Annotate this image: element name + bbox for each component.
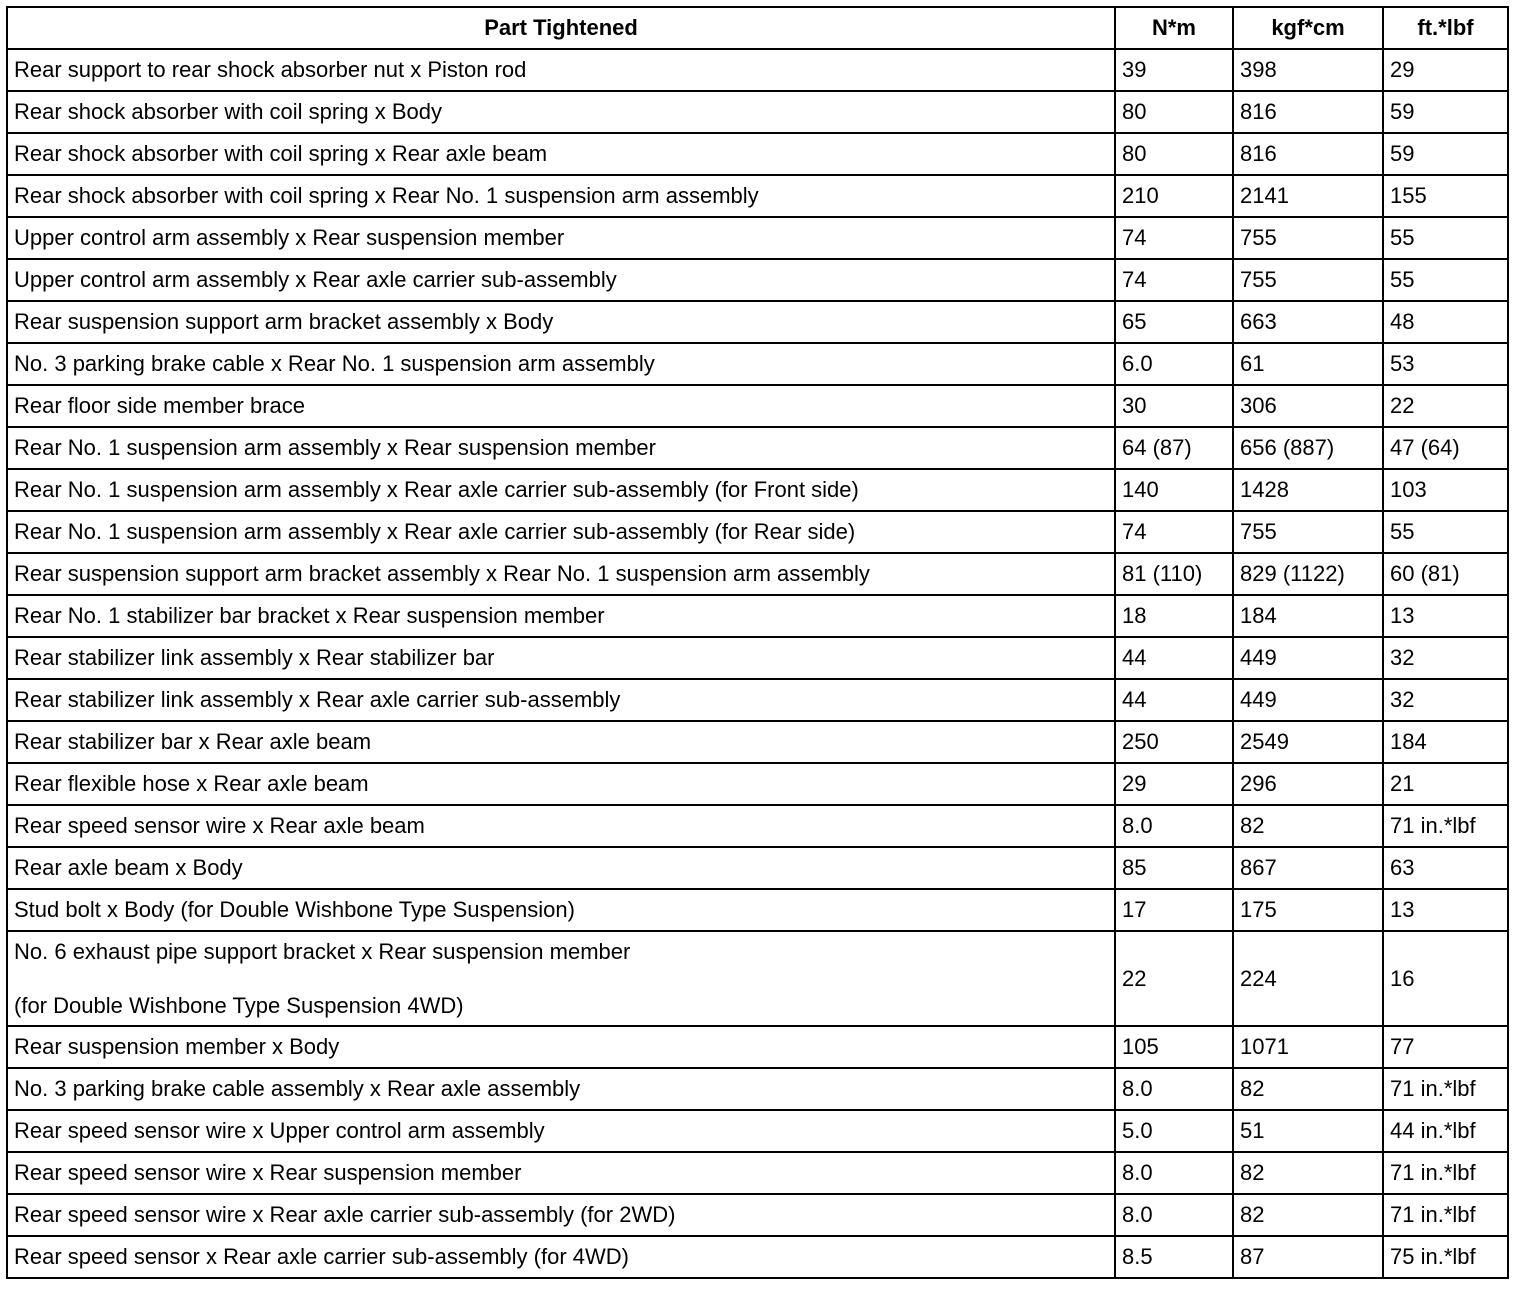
cell-part: Upper control arm assembly x Rear axle carrier sub-assembly	[7, 259, 1115, 301]
cell-kgf: 82	[1233, 805, 1383, 847]
cell-ft: 55	[1383, 259, 1508, 301]
cell-ft: 47 (64)	[1383, 427, 1508, 469]
table-row	[7, 385, 1508, 427]
table-row	[7, 133, 1508, 175]
cell-nm: 81 (110)	[1115, 553, 1233, 595]
table-row	[7, 679, 1508, 721]
cell-kgf: 449	[1233, 637, 1383, 679]
cell-nm: 65	[1115, 301, 1233, 343]
cell-kgf: 175	[1233, 889, 1383, 931]
table-row	[7, 1110, 1508, 1152]
cell-nm: 5.0	[1115, 1110, 1233, 1152]
cell-kgf: 51	[1233, 1110, 1383, 1152]
cell-nm: 8.0	[1115, 1194, 1233, 1236]
cell-ft: 22	[1383, 385, 1508, 427]
cell-ft: 21	[1383, 763, 1508, 805]
cell-ft: 60 (81)	[1383, 553, 1508, 595]
table-row	[7, 511, 1508, 553]
table-row	[7, 217, 1508, 259]
cell-kgf: 82	[1233, 1194, 1383, 1236]
cell-part: Rear speed sensor x Rear axle carrier sub-assembly (for 4WD)	[7, 1236, 1115, 1278]
cell-part: Rear suspension support arm bracket assembly x Body	[7, 301, 1115, 343]
table-row	[7, 595, 1508, 637]
cell-kgf: 2141	[1233, 175, 1383, 217]
table-row	[7, 1026, 1508, 1068]
table-row	[7, 805, 1508, 847]
cell-nm: 210	[1115, 175, 1233, 217]
table-row	[7, 301, 1508, 343]
cell-part-line-1: No. 6 exhaust pipe support bracket x Rear suspension member	[14, 938, 631, 964]
cell-nm: 250	[1115, 721, 1233, 763]
cell-part: Stud bolt x Body (for Double Wishbone Type Suspension)	[7, 889, 1115, 931]
table-row	[7, 1236, 1508, 1278]
cell-kgf: 296	[1233, 763, 1383, 805]
table-row	[7, 427, 1508, 469]
cell-ft: 55	[1383, 217, 1508, 259]
cell-part: Rear shock absorber with coil spring x Rear axle beam	[7, 133, 1115, 175]
cell-kgf: 816	[1233, 133, 1383, 175]
cell-nm: 64 (87)	[1115, 427, 1233, 469]
cell-kgf: 1428	[1233, 469, 1383, 511]
table-row	[7, 1068, 1508, 1110]
cell-ft: 32	[1383, 679, 1508, 721]
cell-part: Rear stabilizer link assembly x Rear axle carrier sub-assembly	[7, 679, 1115, 721]
cell-ft: 29	[1383, 49, 1508, 91]
table-row	[7, 49, 1508, 91]
cell-ft: 155	[1383, 175, 1508, 217]
header-part-tightened: Part Tightened	[7, 7, 1115, 49]
cell-ft: 53	[1383, 343, 1508, 385]
cell-nm: 30	[1115, 385, 1233, 427]
cell-nm: 29	[1115, 763, 1233, 805]
cell-part: Rear shock absorber with coil spring x Body	[7, 91, 1115, 133]
table-row	[7, 91, 1508, 133]
header-nm: N*m	[1115, 7, 1233, 49]
cell-ft: 71 in.*lbf	[1383, 1068, 1508, 1110]
table-row	[7, 847, 1508, 889]
cell-nm: 74	[1115, 259, 1233, 301]
cell-nm: 74	[1115, 217, 1233, 259]
cell-part: Rear axle beam x Body	[7, 847, 1115, 889]
cell-part: Rear suspension member x Body	[7, 1026, 1115, 1068]
cell-nm: 18	[1115, 595, 1233, 637]
cell-kgf: 755	[1233, 259, 1383, 301]
table-row	[7, 931, 1508, 1026]
cell-nm: 8.0	[1115, 1152, 1233, 1194]
cell-ft: 32	[1383, 637, 1508, 679]
cell-part: Rear speed sensor wire x Upper control arm assembly	[7, 1110, 1115, 1152]
cell-part: Rear No. 1 suspension arm assembly x Rear axle carrier sub-assembly (for Rear side)	[7, 511, 1115, 553]
cell-ft: 63	[1383, 847, 1508, 889]
cell-nm: 80	[1115, 91, 1233, 133]
cell-part: Rear suspension support arm bracket assembly x Rear No. 1 suspension arm assembly	[7, 553, 1115, 595]
cell-ft: 184	[1383, 721, 1508, 763]
table-row	[7, 259, 1508, 301]
table-row	[7, 175, 1508, 217]
header-row	[7, 7, 1508, 49]
table-row	[7, 1194, 1508, 1236]
cell-kgf: 224	[1233, 931, 1383, 1026]
cell-nm: 6.0	[1115, 343, 1233, 385]
cell-kgf: 829 (1122)	[1233, 553, 1383, 595]
cell-ft: 44 in.*lbf	[1383, 1110, 1508, 1152]
cell-ft: 13	[1383, 889, 1508, 931]
cell-ft: 77	[1383, 1026, 1508, 1068]
cell-part: Rear speed sensor wire x Rear axle carrier sub-assembly (for 2WD)	[7, 1194, 1115, 1236]
cell-nm: 39	[1115, 49, 1233, 91]
cell-kgf: 1071	[1233, 1026, 1383, 1068]
cell-part: Rear support to rear shock absorber nut x Piston rod	[7, 49, 1115, 91]
table-row	[7, 763, 1508, 805]
cell-ft: 13	[1383, 595, 1508, 637]
cell-part: Rear No. 1 suspension arm assembly x Rear axle carrier sub-assembly (for Front side)	[7, 469, 1115, 511]
cell-nm: 44	[1115, 679, 1233, 721]
cell-kgf: 306	[1233, 385, 1383, 427]
cell-nm: 105	[1115, 1026, 1233, 1068]
cell-nm: 80	[1115, 133, 1233, 175]
cell-part: Rear flexible hose x Rear axle beam	[7, 763, 1115, 805]
cell-ft: 59	[1383, 133, 1508, 175]
cell-kgf: 2549	[1233, 721, 1383, 763]
cell-ft: 75 in.*lbf	[1383, 1236, 1508, 1278]
cell-part-line-2: (for Double Wishbone Type Suspension 4WD)	[14, 992, 464, 1018]
cell-kgf: 82	[1233, 1152, 1383, 1194]
cell-kgf: 449	[1233, 679, 1383, 721]
cell-part: Rear speed sensor wire x Rear axle beam	[7, 805, 1115, 847]
table-row	[7, 1152, 1508, 1194]
cell-kgf: 663	[1233, 301, 1383, 343]
cell-nm: 22	[1115, 931, 1233, 1026]
cell-nm: 74	[1115, 511, 1233, 553]
cell-ft: 48	[1383, 301, 1508, 343]
cell-part	[7, 931, 1115, 1026]
table-row	[7, 553, 1508, 595]
cell-kgf: 87	[1233, 1236, 1383, 1278]
header-ft-lbf: ft.*lbf	[1383, 7, 1508, 49]
cell-ft: 55	[1383, 511, 1508, 553]
cell-nm: 8.0	[1115, 805, 1233, 847]
cell-ft: 16	[1383, 931, 1508, 1026]
cell-part: Rear speed sensor wire x Rear suspension member	[7, 1152, 1115, 1194]
cell-kgf: 82	[1233, 1068, 1383, 1110]
cell-nm: 8.0	[1115, 1068, 1233, 1110]
cell-nm: 44	[1115, 637, 1233, 679]
torque-spec-table	[6, 6, 1509, 1279]
table-row	[7, 469, 1508, 511]
cell-kgf: 184	[1233, 595, 1383, 637]
header-kgf-cm: kgf*cm	[1233, 7, 1383, 49]
table-row	[7, 721, 1508, 763]
cell-part: Rear stabilizer link assembly x Rear stabilizer bar	[7, 637, 1115, 679]
cell-kgf: 755	[1233, 217, 1383, 259]
cell-part: Rear shock absorber with coil spring x Rear No. 1 suspension arm assembly	[7, 175, 1115, 217]
cell-nm: 85	[1115, 847, 1233, 889]
cell-kgf: 867	[1233, 847, 1383, 889]
cell-ft: 71 in.*lbf	[1383, 805, 1508, 847]
cell-nm: 140	[1115, 469, 1233, 511]
cell-ft: 103	[1383, 469, 1508, 511]
cell-kgf: 755	[1233, 511, 1383, 553]
cell-ft: 59	[1383, 91, 1508, 133]
table-row	[7, 637, 1508, 679]
cell-part: Rear No. 1 suspension arm assembly x Rear suspension member	[7, 427, 1115, 469]
cell-part: Upper control arm assembly x Rear suspension member	[7, 217, 1115, 259]
cell-ft: 71 in.*lbf	[1383, 1194, 1508, 1236]
cell-part: Rear stabilizer bar x Rear axle beam	[7, 721, 1115, 763]
cell-kgf: 816	[1233, 91, 1383, 133]
cell-part: No. 3 parking brake cable x Rear No. 1 suspension arm assembly	[7, 343, 1115, 385]
cell-nm: 17	[1115, 889, 1233, 931]
table-row	[7, 343, 1508, 385]
cell-nm: 8.5	[1115, 1236, 1233, 1278]
cell-part: No. 3 parking brake cable assembly x Rear axle assembly	[7, 1068, 1115, 1110]
cell-part: Rear floor side member brace	[7, 385, 1115, 427]
cell-kgf: 398	[1233, 49, 1383, 91]
cell-kgf: 61	[1233, 343, 1383, 385]
cell-kgf: 656 (887)	[1233, 427, 1383, 469]
cell-ft: 71 in.*lbf	[1383, 1152, 1508, 1194]
table-row	[7, 889, 1508, 931]
cell-part: Rear No. 1 stabilizer bar bracket x Rear suspension member	[7, 595, 1115, 637]
